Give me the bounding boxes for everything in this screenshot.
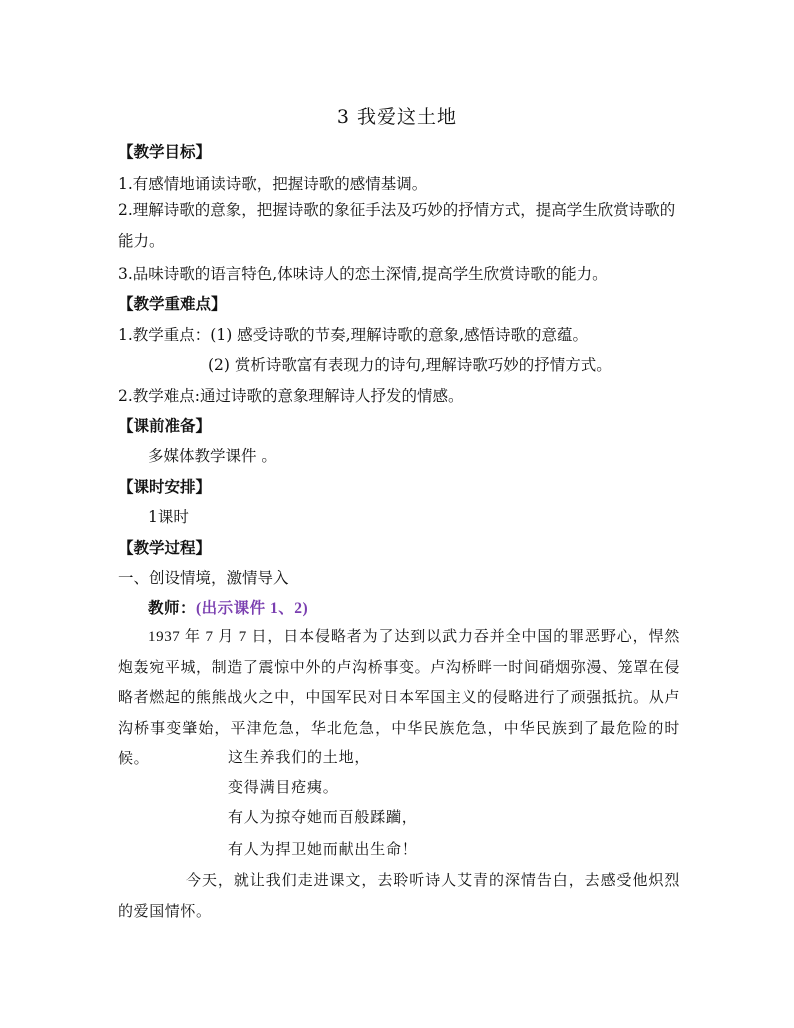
key-focus-1: 1.教学重点：(1) 感受诗歌的节奏,理解诗歌的意象,感悟诗歌的意蕴。 (118, 326, 589, 344)
poem-line-4: 有人为捍卫她而献出生命！ (228, 842, 418, 858)
objectives-heading: 【教学目标】 (118, 142, 212, 161)
teacher-label: 教师： (148, 600, 197, 617)
poem-line-1: 这生养我们的土地， (228, 750, 371, 766)
process-heading: 【教学过程】 (118, 538, 212, 557)
preparation-content: 多媒体教学课件 。 (148, 447, 277, 465)
objective-item-3: 3.品味诗歌的语言特色,体味诗人的恋土深情,提高学生欣赏诗歌的能力。 (118, 265, 608, 283)
key-points-heading: 【教学重难点】 (118, 294, 227, 313)
lesson-title: 3 我爱这土地 (336, 106, 458, 128)
process-section-1: 一、创设情境，激情导入 (118, 569, 289, 587)
closing-paragraph: 今天，就让我们走进课文，去聆听诗人艾青的深情告白，去感受他炽烈的爱国情怀。 (118, 873, 680, 920)
objective-item-1: 1.有感情地诵读诗歌，把握诗歌的感情基调。 (118, 175, 428, 193)
key-focus-2: (2) 赏析诗歌富有表现力的诗句,理解诗歌巧妙的抒情方式。 (208, 356, 612, 374)
objective-item-2: 2.理解诗歌的意象，把握诗歌的象征手法及巧妙的抒情方式，提高学生欣赏诗歌的能力。 (118, 201, 676, 250)
slide-note: (出示课件 1、2) (196, 600, 309, 617)
schedule-heading: 【课时安排】 (118, 477, 212, 496)
intro-paragraph: 1937 年 7 月 7 日，日本侵略者为了达到以武力吞并全中国的罪恶野心，悍然炮轰宛平城，制造了震惊中外的卢沟桥事变。卢沟桥畔一时间硝烟弥漫、笼罩在侵略者燃起的熊熊战火之中，中国军民对日本军国主义的侵略进行了顽强抵抗。从卢沟桥事变肇始，平津危急，华北危急，中华民族危急，中华民族到了最危险的时候。 (118, 629, 680, 767)
poem-line-2: 变得满目疮痍。 (228, 780, 339, 796)
preparation-heading: 【课前准备】 (118, 416, 212, 435)
teacher-line (148, 596, 308, 618)
key-difficulty: 2.教学难点:通过诗歌的意象理解诗人抒发的情感。 (118, 387, 464, 405)
poem-line-3: 有人为掠夺她而百般蹂躏， (228, 810, 418, 826)
schedule-content: 1课时 (148, 508, 189, 526)
